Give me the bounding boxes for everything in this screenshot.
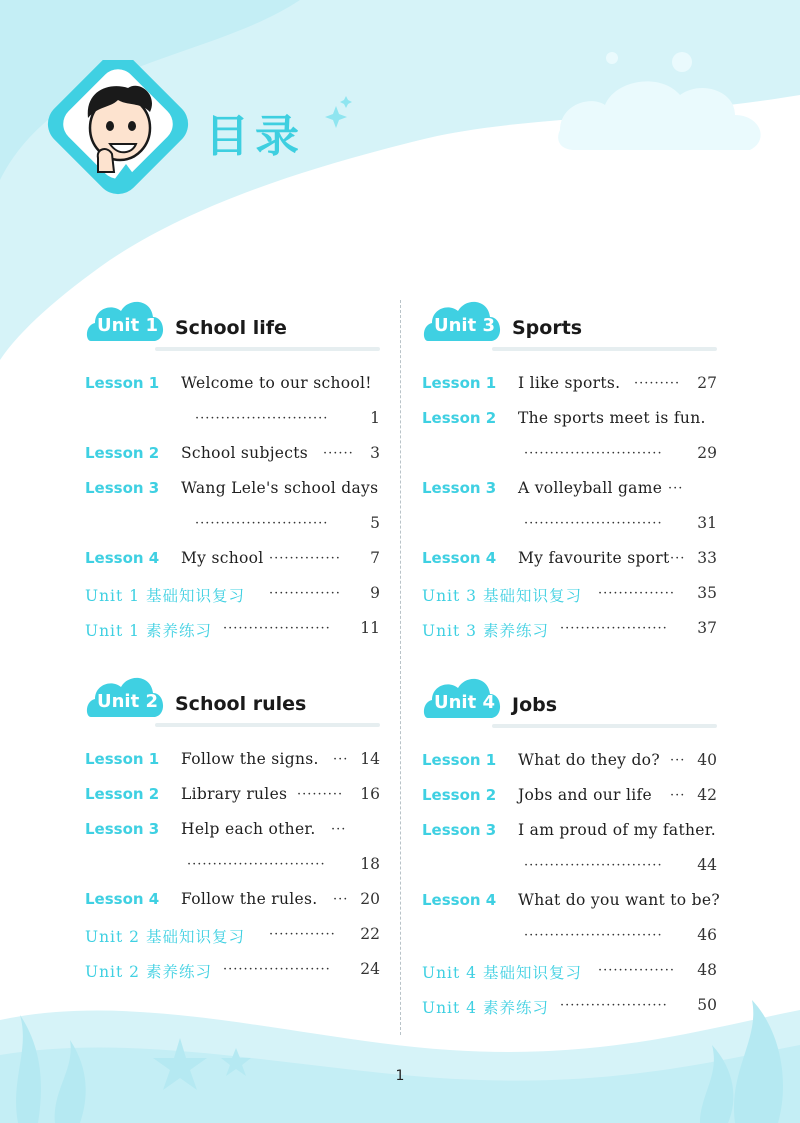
leader-dots: ··························· bbox=[187, 857, 326, 872]
lesson-label: Lesson 3 bbox=[422, 479, 497, 497]
page-ref: 29 bbox=[697, 444, 717, 462]
toc-entry-practice[interactable] bbox=[422, 614, 717, 649]
toc-entry-continuation[interactable] bbox=[85, 850, 380, 885]
unit-badge: Unit 3 bbox=[434, 315, 495, 336]
review-title: Unit 1 基础知识复习 bbox=[85, 587, 245, 605]
entry-title: A volleyball game bbox=[518, 479, 663, 497]
unit-badge: Unit 4 bbox=[434, 692, 495, 713]
leader-dots: ··· bbox=[670, 788, 686, 803]
toc-column-right bbox=[422, 295, 720, 1026]
toc-entry[interactable] bbox=[85, 780, 380, 815]
unit-badge: Unit 2 bbox=[97, 691, 158, 712]
toc-entry-continuation[interactable] bbox=[85, 404, 380, 439]
unit-header bbox=[422, 295, 717, 355]
lesson-label: Lesson 4 bbox=[85, 890, 160, 908]
page-ref: 1 bbox=[370, 409, 380, 427]
page-ref: 50 bbox=[697, 996, 717, 1014]
page-number: 1 bbox=[395, 1068, 405, 1084]
toc-entry-practice[interactable] bbox=[85, 955, 380, 990]
entry-title: Follow the rules. bbox=[181, 890, 318, 908]
page-ref: 44 bbox=[697, 856, 717, 874]
practice-title: Unit 1 素养练习 bbox=[85, 622, 212, 640]
leader-dots: ··························· bbox=[524, 928, 663, 943]
unit-title: School life bbox=[175, 317, 287, 339]
unit-underline bbox=[155, 723, 380, 727]
unit-underline bbox=[492, 347, 717, 351]
entry-title: My favourite sport bbox=[518, 549, 670, 567]
toc-entry-review[interactable] bbox=[85, 920, 380, 955]
practice-title: Unit 4 素养练习 bbox=[422, 999, 549, 1017]
leader-dots: ·············· bbox=[269, 551, 341, 566]
page-ref: 11 bbox=[360, 619, 380, 637]
leader-dots: ····················· bbox=[223, 621, 331, 636]
page-ref: 48 bbox=[697, 961, 717, 979]
review-title: Unit 4 基础知识复习 bbox=[422, 964, 582, 982]
toc-entry[interactable] bbox=[422, 369, 717, 404]
toc-entry[interactable] bbox=[85, 474, 380, 509]
column-divider bbox=[400, 300, 401, 1035]
unit-header bbox=[422, 672, 717, 732]
leader-dots: ············· bbox=[269, 927, 336, 942]
page-ref: 31 bbox=[697, 514, 717, 532]
toc-entry[interactable] bbox=[422, 544, 717, 579]
page-ref: 37 bbox=[697, 619, 717, 637]
toc-entry[interactable] bbox=[422, 886, 720, 921]
lesson-label: Lesson 1 bbox=[422, 374, 497, 392]
toc-entry[interactable] bbox=[85, 815, 380, 850]
toc-entry-review[interactable] bbox=[422, 579, 717, 614]
page-ref: 24 bbox=[360, 960, 380, 978]
entry-title: What do they do? bbox=[518, 751, 660, 769]
leader-dots: ··· bbox=[333, 752, 349, 767]
review-title: Unit 3 基础知识复习 bbox=[422, 587, 582, 605]
toc-column-left bbox=[85, 295, 380, 990]
lesson-label: Lesson 4 bbox=[85, 549, 160, 567]
unit-underline bbox=[155, 347, 380, 351]
toc-entry[interactable] bbox=[422, 781, 717, 816]
review-title: Unit 2 基础知识复习 bbox=[85, 928, 245, 946]
toc-entry-continuation[interactable] bbox=[85, 509, 380, 544]
leader-dots: ·························· bbox=[195, 411, 329, 426]
mascot-logo bbox=[40, 60, 360, 220]
toc-entry[interactable] bbox=[85, 745, 380, 780]
unit-header bbox=[85, 671, 380, 731]
toc-entry-practice[interactable] bbox=[85, 614, 380, 649]
unit-header bbox=[85, 295, 380, 355]
leader-dots: ·············· bbox=[269, 586, 341, 601]
lesson-label: Lesson 2 bbox=[422, 786, 497, 804]
page-ref: 46 bbox=[697, 926, 717, 944]
leader-dots: ····················· bbox=[560, 621, 668, 636]
leader-dots: ··············· bbox=[598, 586, 675, 601]
leader-dots: ··· bbox=[333, 892, 349, 907]
page-ref: 16 bbox=[360, 785, 380, 803]
toc-entry[interactable] bbox=[85, 544, 380, 579]
toc-entry[interactable] bbox=[422, 816, 717, 851]
entry-title: Library rules bbox=[181, 785, 288, 803]
toc-entry-review[interactable] bbox=[422, 956, 717, 991]
page-ref: 5 bbox=[370, 514, 380, 532]
entry-title: What do you want to be? bbox=[518, 891, 720, 909]
page-ref: 42 bbox=[697, 786, 717, 804]
unit-title: Jobs bbox=[512, 694, 558, 716]
toc-entry[interactable] bbox=[85, 439, 380, 474]
toc-entry-continuation[interactable] bbox=[422, 509, 717, 544]
lesson-label: Lesson 2 bbox=[85, 785, 160, 803]
unit-underline bbox=[492, 724, 717, 728]
leader-dots: ······ bbox=[323, 446, 354, 461]
lesson-label: Lesson 4 bbox=[422, 891, 497, 909]
entry-title: Follow the signs. bbox=[181, 750, 319, 768]
leader-dots: ··· bbox=[670, 551, 686, 566]
leader-dots: ····················· bbox=[560, 998, 668, 1013]
toc-entry[interactable] bbox=[85, 885, 380, 920]
page-ref: 33 bbox=[697, 549, 717, 567]
toc-entry-review[interactable] bbox=[85, 579, 380, 614]
leader-dots: ··························· bbox=[524, 858, 663, 873]
page-ref: 27 bbox=[697, 374, 717, 392]
lesson-label: Lesson 4 bbox=[422, 549, 497, 567]
toc-entry[interactable] bbox=[422, 474, 717, 509]
page-title: 目录 bbox=[205, 111, 305, 162]
toc-entry-continuation[interactable] bbox=[422, 851, 717, 886]
toc-entry[interactable] bbox=[422, 746, 717, 781]
leader-dots: ··························· bbox=[524, 446, 663, 461]
lesson-label: Lesson 3 bbox=[85, 820, 160, 838]
sparkle-icon bbox=[325, 106, 347, 128]
leader-dots: ··· bbox=[668, 481, 684, 496]
practice-title: Unit 3 素养练习 bbox=[422, 622, 549, 640]
page-ref: 14 bbox=[360, 750, 380, 768]
leader-dots: ········· bbox=[634, 376, 681, 391]
page-ref: 20 bbox=[360, 890, 380, 908]
entry-title: Help each other. bbox=[181, 820, 316, 838]
entry-title: The sports meet is fun. bbox=[518, 409, 706, 427]
practice-title: Unit 2 素养练习 bbox=[85, 963, 212, 981]
toc-entry-practice[interactable] bbox=[422, 991, 717, 1026]
unit-title: Sports bbox=[512, 317, 583, 339]
toc-entry[interactable] bbox=[422, 404, 717, 439]
entry-title: Welcome to our school! bbox=[181, 374, 372, 392]
page-ref: 40 bbox=[697, 751, 717, 769]
toc-entry[interactable] bbox=[85, 369, 380, 404]
lesson-label: Lesson 3 bbox=[422, 821, 497, 839]
leader-dots: ··· bbox=[331, 822, 347, 837]
leader-dots: ··························· bbox=[524, 516, 663, 531]
entry-title: Wang Lele's school days bbox=[181, 479, 379, 497]
leader-dots: ··············· bbox=[598, 963, 675, 978]
entry-title: Jobs and our life bbox=[518, 786, 652, 804]
lesson-label: Lesson 1 bbox=[85, 374, 160, 392]
entry-title: School subjects bbox=[181, 444, 309, 462]
page-ref: 7 bbox=[370, 549, 380, 567]
toc-entry-continuation[interactable] bbox=[422, 439, 717, 474]
page-ref: 9 bbox=[370, 584, 380, 602]
page-ref: 3 bbox=[370, 444, 380, 462]
entry-title: I am proud of my father. bbox=[518, 821, 716, 839]
lesson-label: Lesson 2 bbox=[85, 444, 160, 462]
page-ref: 18 bbox=[360, 855, 380, 873]
leader-dots: ····················· bbox=[223, 962, 331, 977]
page-ref: 35 bbox=[697, 584, 717, 602]
page-ref: 22 bbox=[360, 925, 380, 943]
lesson-label: Lesson 2 bbox=[422, 409, 497, 427]
leader-dots: ··· bbox=[670, 753, 686, 768]
lesson-label: Lesson 1 bbox=[422, 751, 497, 769]
leader-dots: ········· bbox=[297, 787, 344, 802]
lesson-label: Lesson 3 bbox=[85, 479, 160, 497]
leader-dots: ·························· bbox=[195, 516, 329, 531]
unit-badge: Unit 1 bbox=[97, 315, 158, 336]
lesson-label: Lesson 1 bbox=[85, 750, 160, 768]
toc-entry-continuation[interactable] bbox=[422, 921, 717, 956]
entry-title: My school bbox=[181, 549, 264, 567]
unit-title: School rules bbox=[175, 693, 307, 715]
entry-title: I like sports. bbox=[518, 374, 621, 392]
